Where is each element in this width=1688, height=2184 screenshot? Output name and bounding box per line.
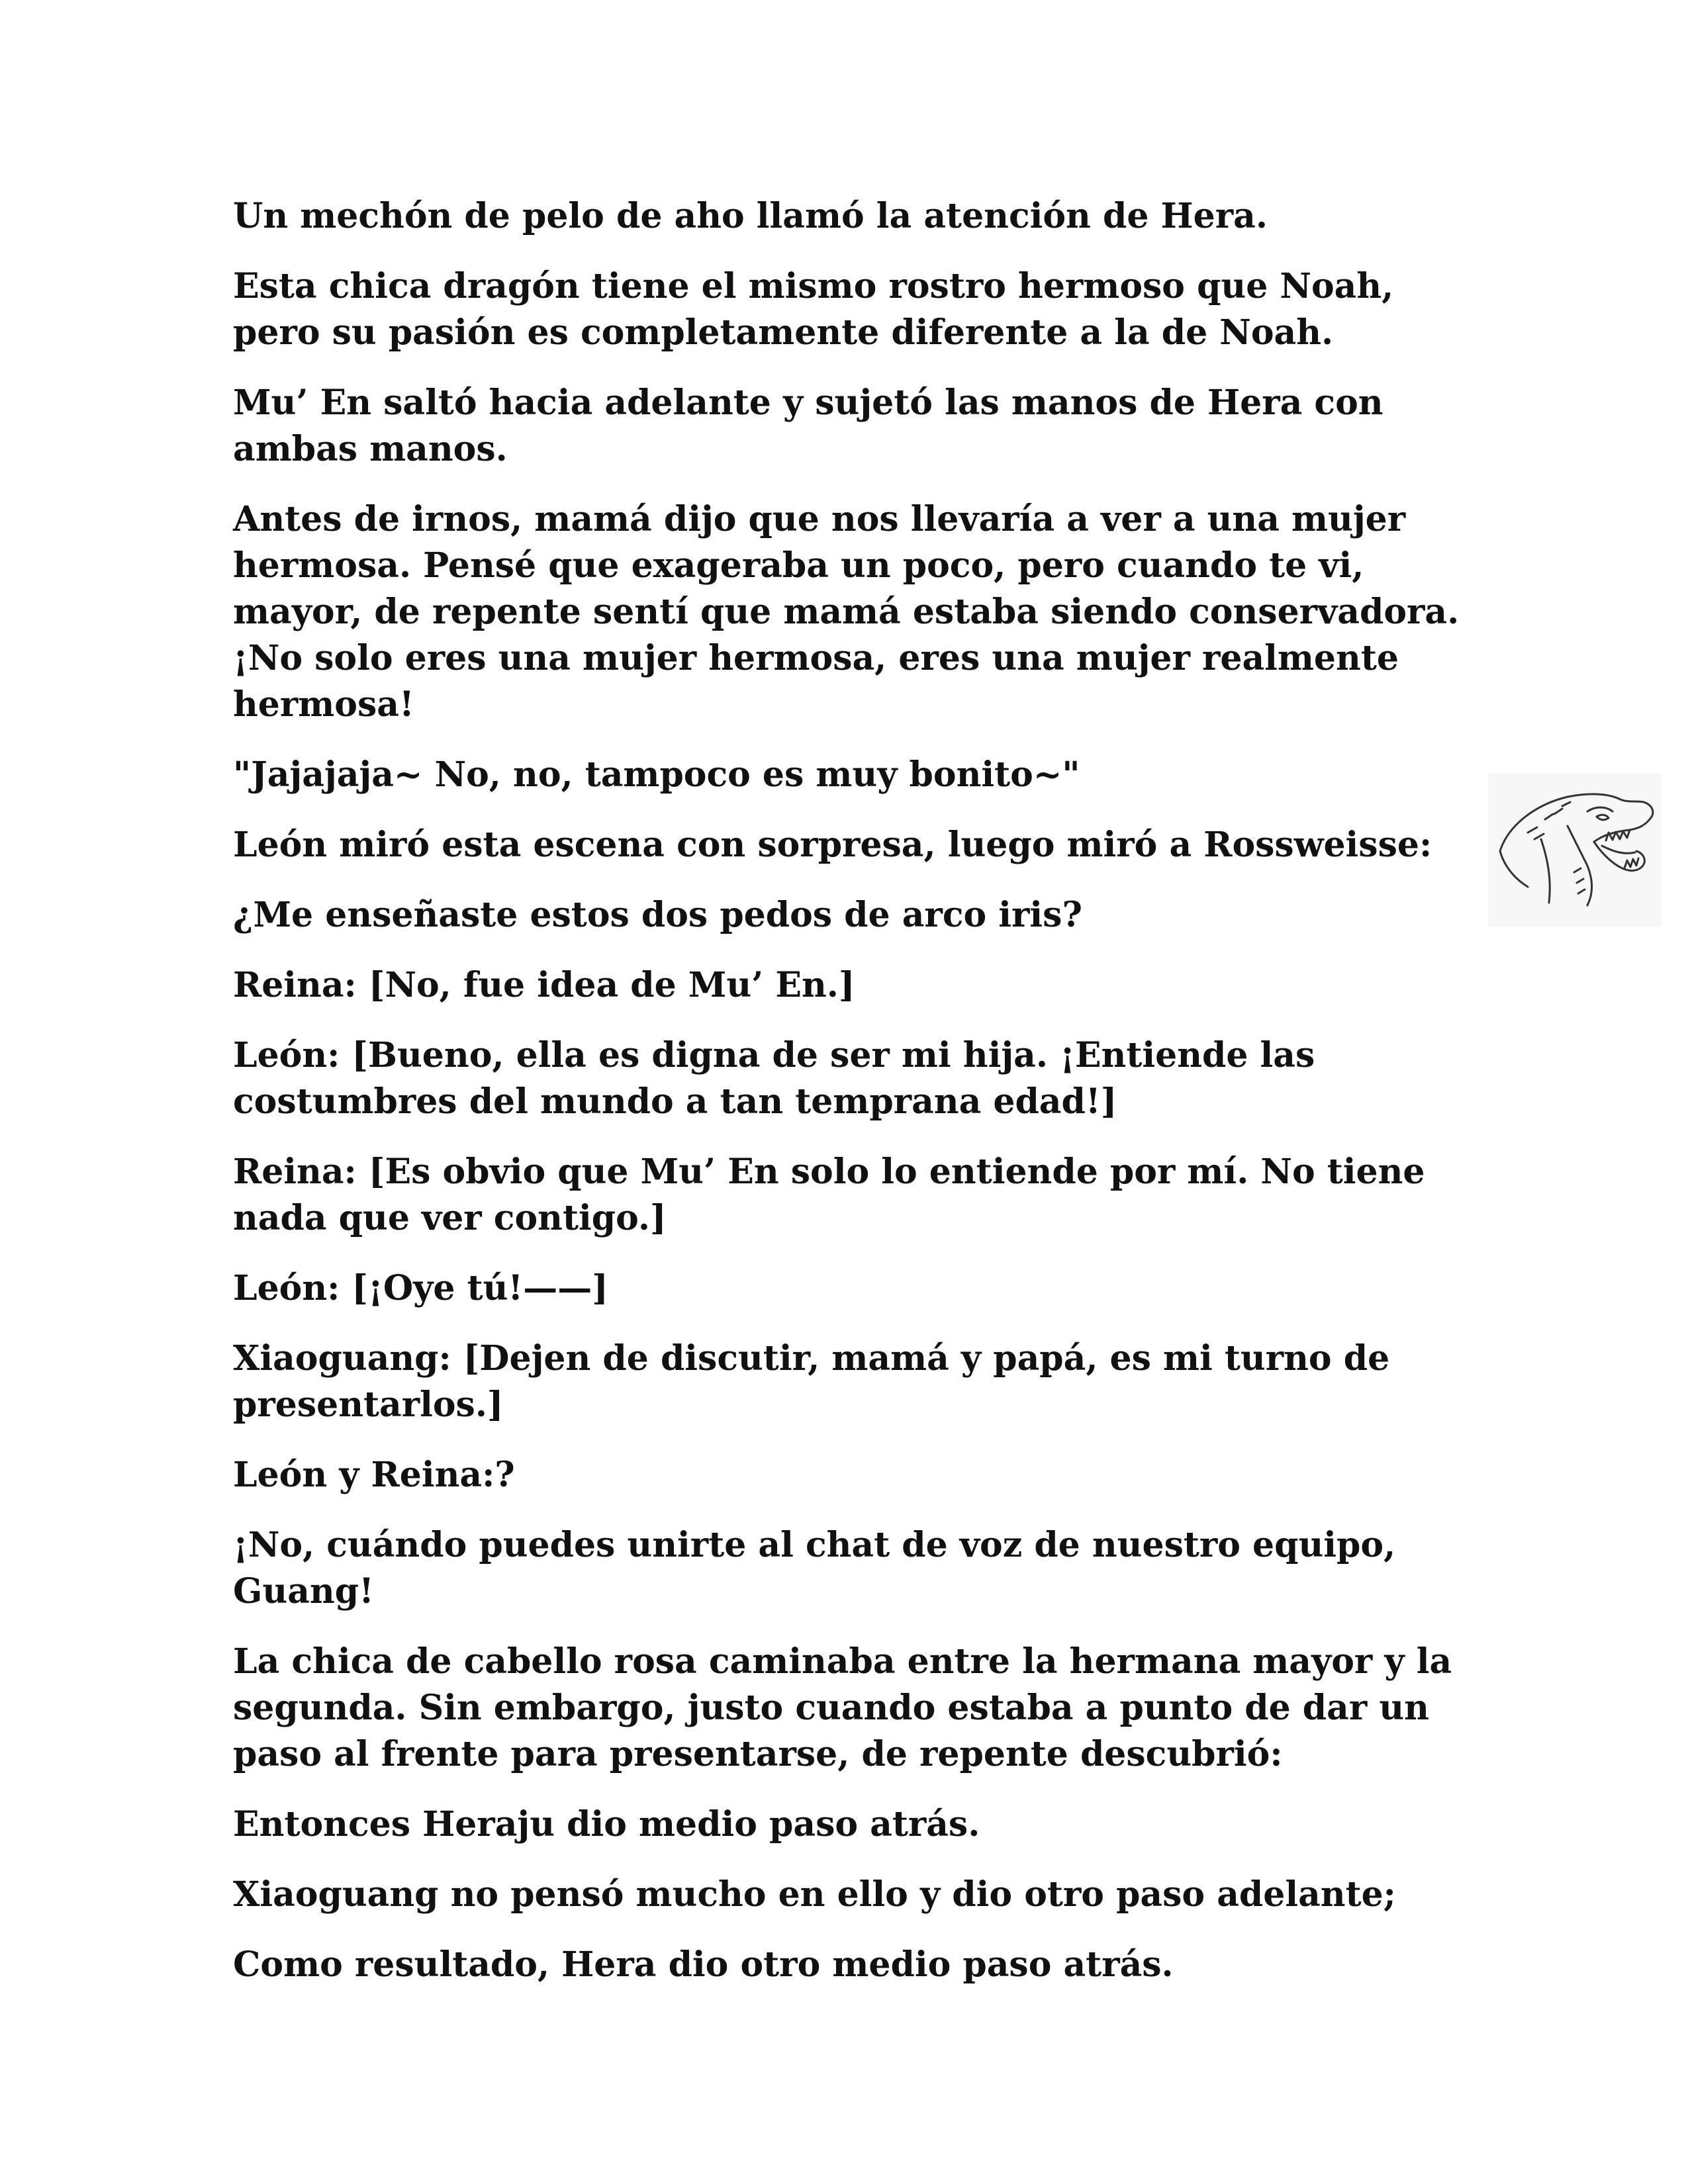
- paragraph: León: [Bueno, ella es digna de ser mi hija. ¡Entiende las costumbres del mundo a tan temprana edad!]: [233, 1035, 1315, 1122]
- paragraph: Entonces Heraju dio medio paso atrás.: [233, 1804, 980, 1844]
- paragraph: Mu’ En saltó hacia adelante y sujetó las manos de Hera con ambas manos.: [233, 383, 1383, 469]
- paragraph: Un mechón de pelo de aho llamó la atención de Hera.: [233, 196, 1268, 236]
- paragraph: Xiaoguang no pensó mucho en ello y dio otro paso adelante;: [233, 1874, 1396, 1915]
- paragraph: Reina: [Es obvio que Mu’ En solo lo entiende por mí. No tiene nada que ver contigo.]: [233, 1152, 1425, 1238]
- paragraph: Antes de irnos, mamá dijo que nos llevaría a ver a una mujer hermosa. Pensé que exageraba un poco, pero cuando te vi, mayor, de repente sentí que mamá estaba siendo conservadora. ¡No solo eres una mujer hermosa, eres una mujer realmente hermosa!: [233, 499, 1460, 725]
- paragraph: Esta chica dragón tiene el mismo rostro hermoso que Noah, pero su pasión es completamente diferente a la de Noah.: [233, 266, 1394, 353]
- paragraph: "Jajajaja~ No, no, tampoco es muy bonito~": [233, 754, 1080, 795]
- paragraph: ¿Me enseñaste estos dos pedos de arco iris?: [233, 895, 1082, 935]
- paragraph: León miró esta escena con sorpresa, luego miró a Rossweisse:: [233, 825, 1432, 865]
- paragraph: Xiaoguang: [Dejen de discutir, mamá y papá, es mi turno de presentarlos.]: [233, 1338, 1390, 1425]
- paragraph: León: [¡Oye tú!——]: [233, 1268, 608, 1308]
- paragraph: Reina: [No, fue idea de Mu’ En.]: [233, 965, 855, 1005]
- story-text: [233, 193, 1477, 2012]
- paragraph: León y Reina:?: [233, 1455, 515, 1495]
- paragraph: La chica de cabello rosa caminaba entre la hermana mayor y la segunda. Sin embargo, justo cuando estaba a punto de dar un paso al frente para presentarse, de repente descubrió:: [233, 1641, 1452, 1774]
- dinosaur-sketch-icon: [1488, 773, 1662, 927]
- paragraph: ¡No, cuándo puedes unirte al chat de voz de nuestro equipo, Guang!: [233, 1525, 1396, 1612]
- paragraph: Como resultado, Hera dio otro medio paso atrás.: [233, 1944, 1174, 1985]
